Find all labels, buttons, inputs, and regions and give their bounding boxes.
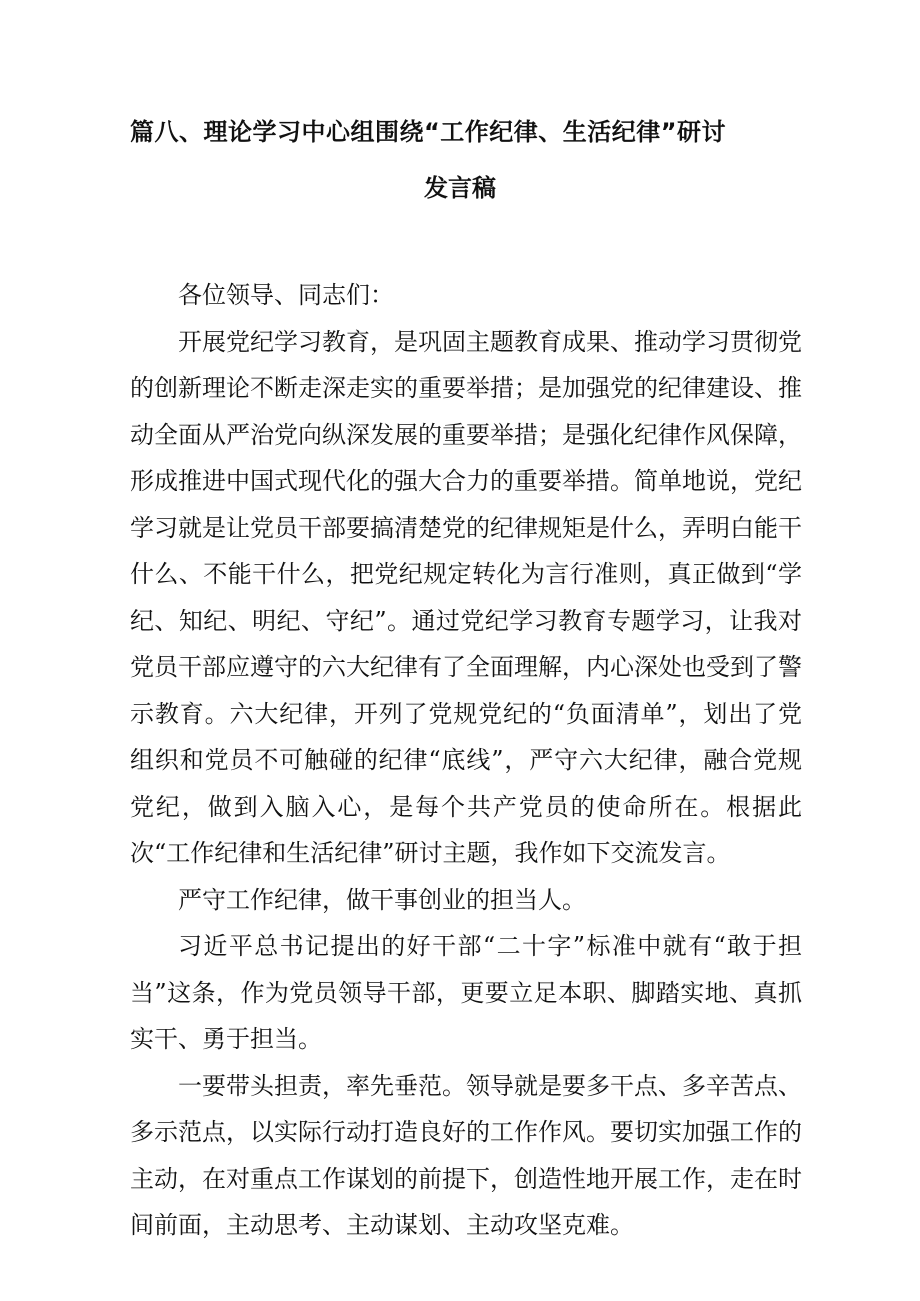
document-title: 篇八、理论学习中心组围绕“工作纪律、生活纪律”研讨 (130, 118, 727, 146)
salutation-paragraph: 各位领导、同志们： (178, 281, 394, 309)
document-body (130, 272, 802, 1249)
body-paragraph: 一要带头担责，率先垂范。领导就是要多干点、多辛苦点、多示范点，以实际行动打造良好的工作作风。要切实加强工作的主动，在对重点工作谋划的前提下，创造性地开展工作，走在时间前面，主动思考、主动谋划、主动攻坚克难。 (130, 1071, 802, 1239)
intro-paragraph: 开展党纪学习教育，是巩固主题教育成果、推动学习贯彻党的创新理论不断走深走实的重要举措；是加强党的纪律建设、推动全面从严治党向纵深发展的重要举措；是强化纪律作风保障，形成推进中国式现代化的强大合力的重要举措。简单地说，党纪学习就是让党员干部要搞清楚党的纪律规矩是什么，弄明白能干什么、不能干什么，把党纪规定转化为言行准则，真正做到“学纪、知纪、明纪、守纪”。通过党纪学习教育专题学习，让我对党员干部应遵守的六大纪律有了全面理解，内心深处也受到了警示教育。六大纪律，开列了党规党纪的“负面清单”，划出了党组织和党员不可触碰的纪律“底线”，严守六大纪律，融合党规党纪，做到入脑入心，是每个共产党员的使命所在。根据此次“工作纪律和生活纪律”研讨主题，我作如下交流发言。 (130, 327, 802, 867)
document-subtitle: 发言稿 (424, 174, 496, 202)
body-paragraph: 习近平总书记提出的好干部“二十字”标准中就有“敢于担当”这条，作为党员领导干部，更要立足本职、脚踏实地、真抓实干、勇于担当。 (130, 932, 802, 1053)
section-heading-paragraph: 严守工作纪律，做干事创业的担当人。 (178, 885, 586, 914)
